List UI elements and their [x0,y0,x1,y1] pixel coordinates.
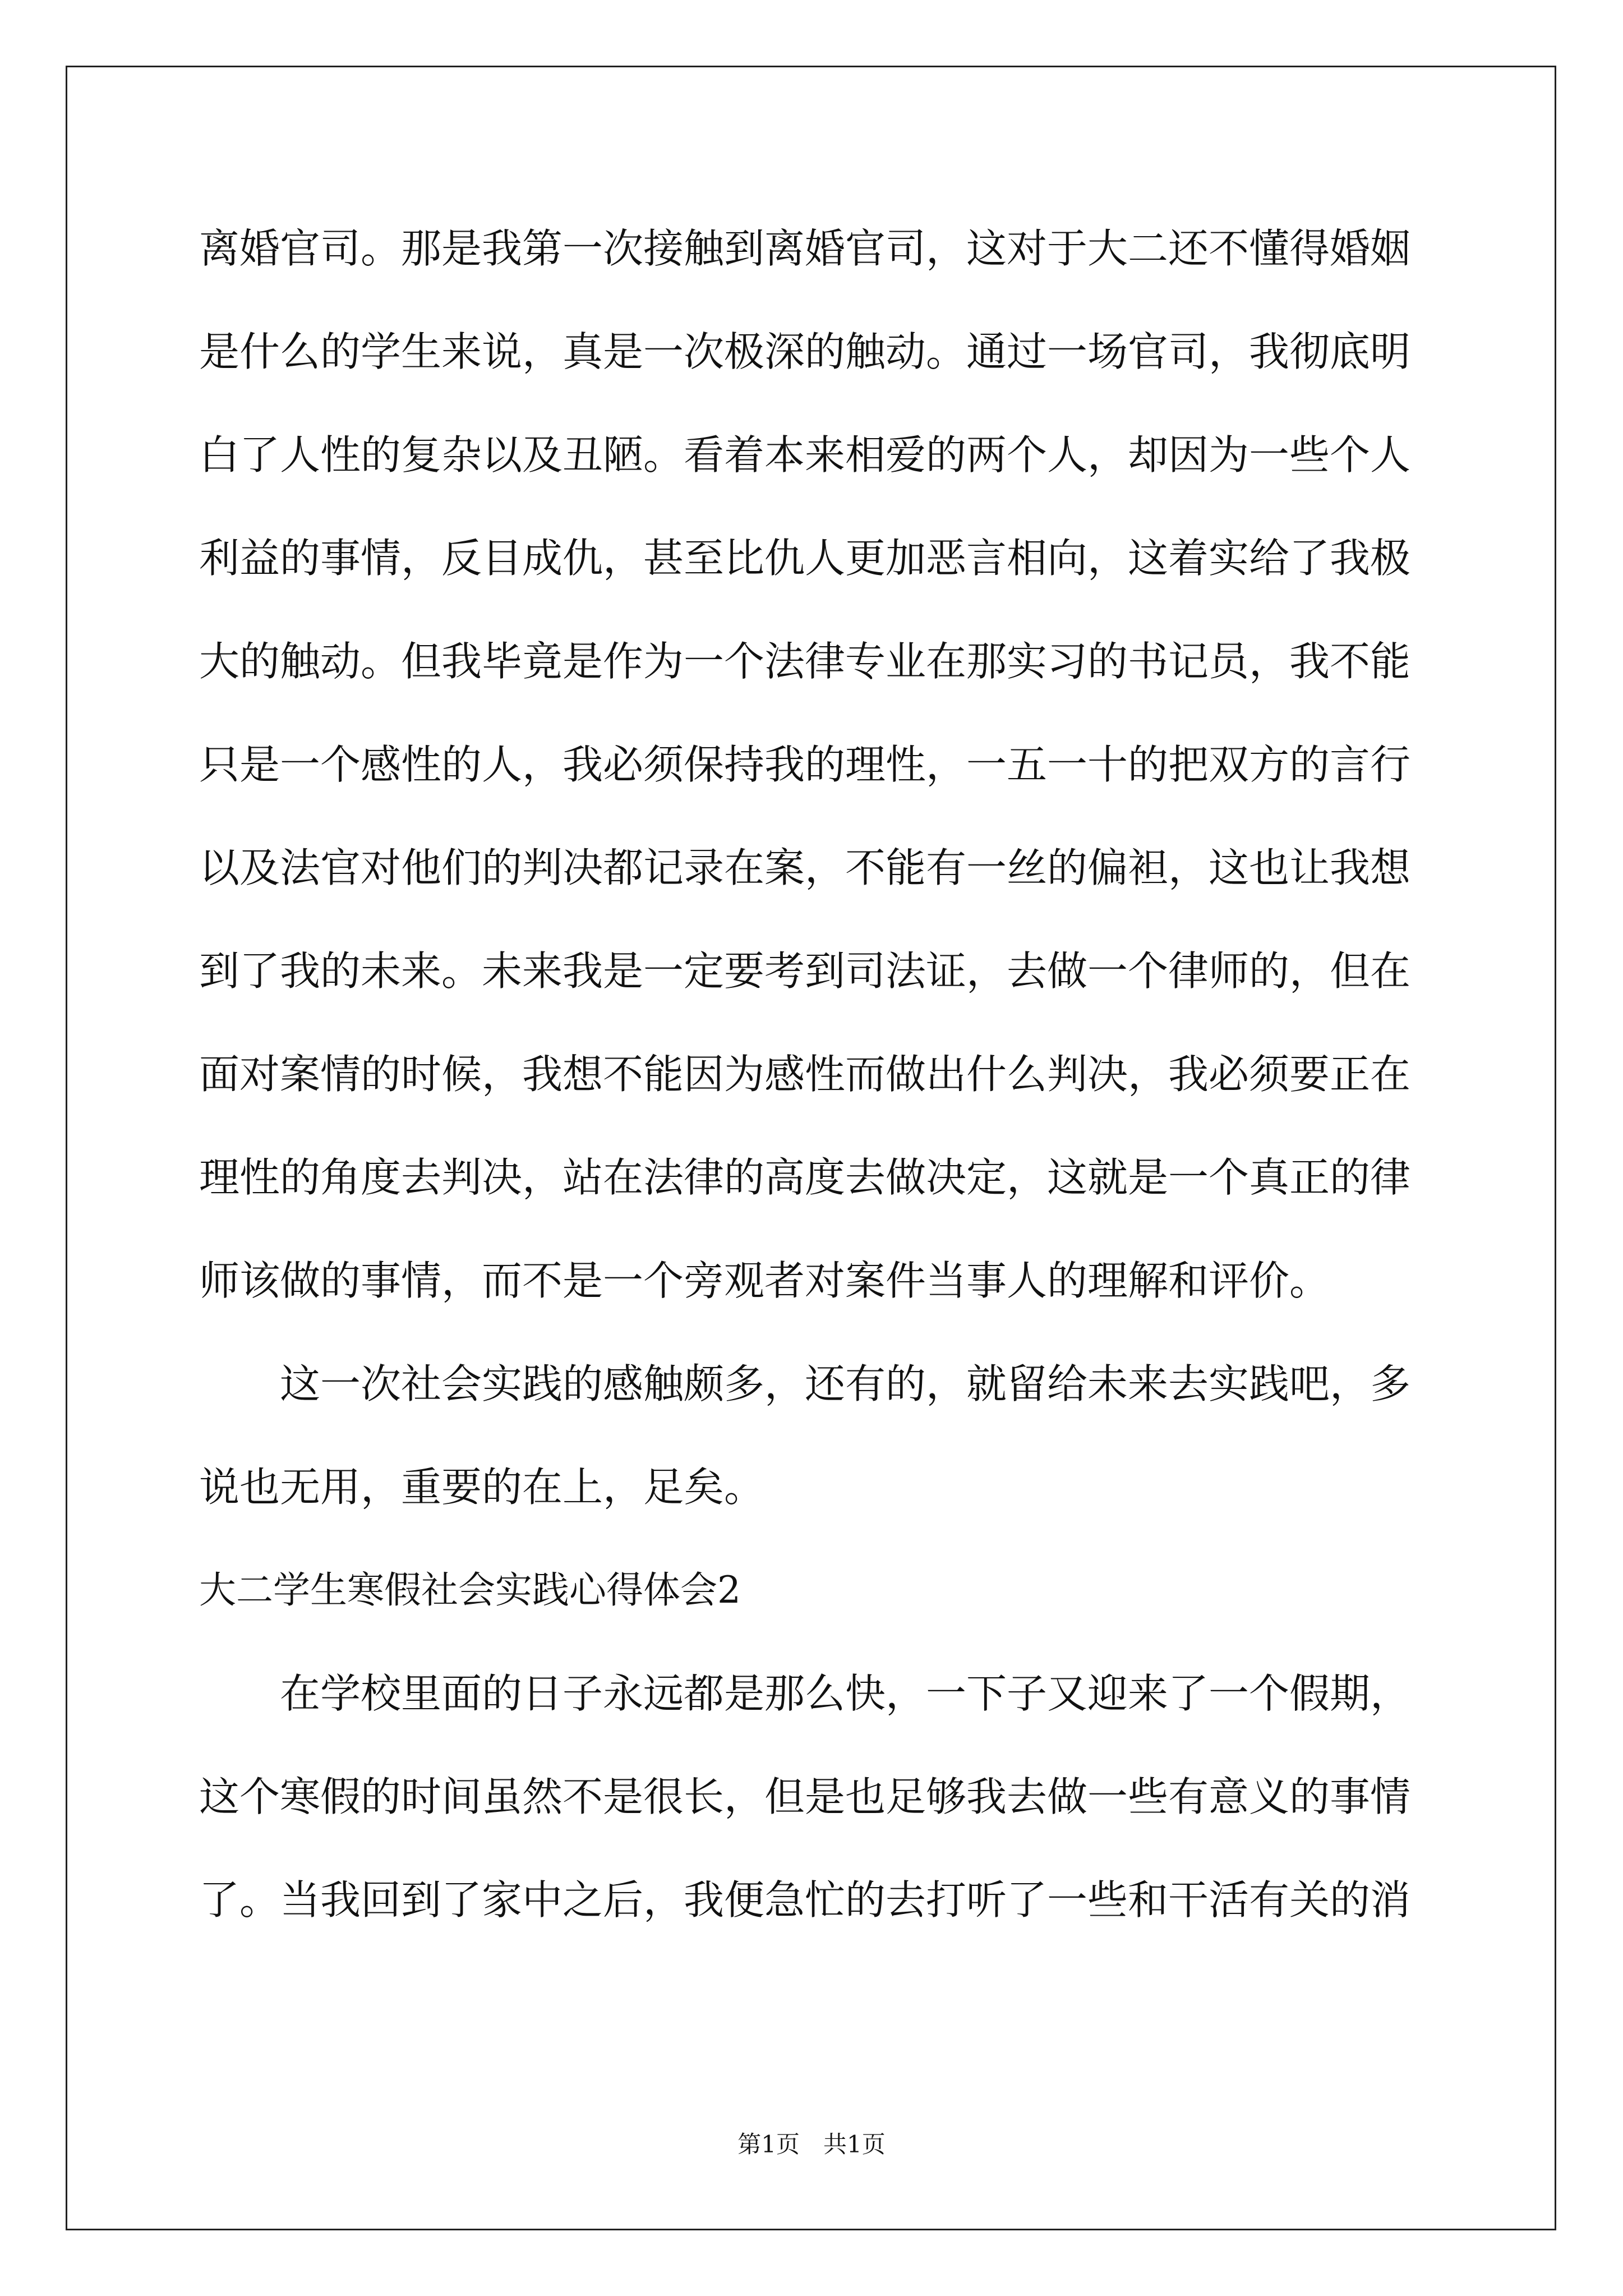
body-line-13: 说也无用，重要的在上，足矣。 [199,1464,765,1511]
body-line-17: 了。当我回到了家中之后，我便急忙的去打听了一些和干活有关的消 [199,1876,1411,1924]
body-line-3: 白了人性的复杂以及丑陋。看着本来相爱的两个人，却因为一些个人 [199,431,1411,478]
body-line-9: 面对案情的时候，我想不能因为感性而做出什么判决，我必须要正在 [199,1051,1411,1098]
section-heading: 大二学生寒假社会实践心得体会2 [199,1568,741,1612]
body-line-5: 大的触动。但我毕竟是作为一个法律专业在那实习的书记员，我不能 [199,638,1411,685]
body-line-4: 利益的事情，反目成仇，甚至比仇人更加恶言相向，这着实给了我极 [199,535,1411,582]
page-number-footer: 第1页 共1页 [737,2131,886,2158]
body-line-2: 是什么的学生来说，真是一次极深的触动。通过一场官司，我彻底明 [199,328,1411,375]
body-line-6: 只是一个感性的人，我必须保持我的理性，一五一十的把双方的言行 [199,741,1411,788]
body-line-8: 到了我的未来。未来我是一定要考到司法证，去做一个律师的，但在 [199,947,1411,995]
body-line-7: 以及法官对他们的判决都记录在案，不能有一丝的偏袒，这也让我想 [199,844,1411,891]
body-line-1: 离婚官司。那是我第一次接触到离婚官司，这对于大二还不懂得婚姻 [199,225,1411,272]
body-line-10: 理性的角度去判决，站在法律的高度去做决定，这就是一个真正的律 [199,1154,1411,1201]
body-line-15: 在学校里面的日子永远都是那么快，一下子又迎来了一个假期， [199,1670,1411,1717]
body-line-16: 这个寒假的时间虽然不是很长，但是也足够我去做一些有意义的事情 [199,1773,1411,1820]
body-line-11: 师该做的事情，而不是一个旁观者对案件当事人的理解和评价。 [199,1257,1330,1304]
body-line-12: 这一次社会实践的感触颇多，还有的，就留给未来去实践吧，多 [199,1360,1411,1407]
